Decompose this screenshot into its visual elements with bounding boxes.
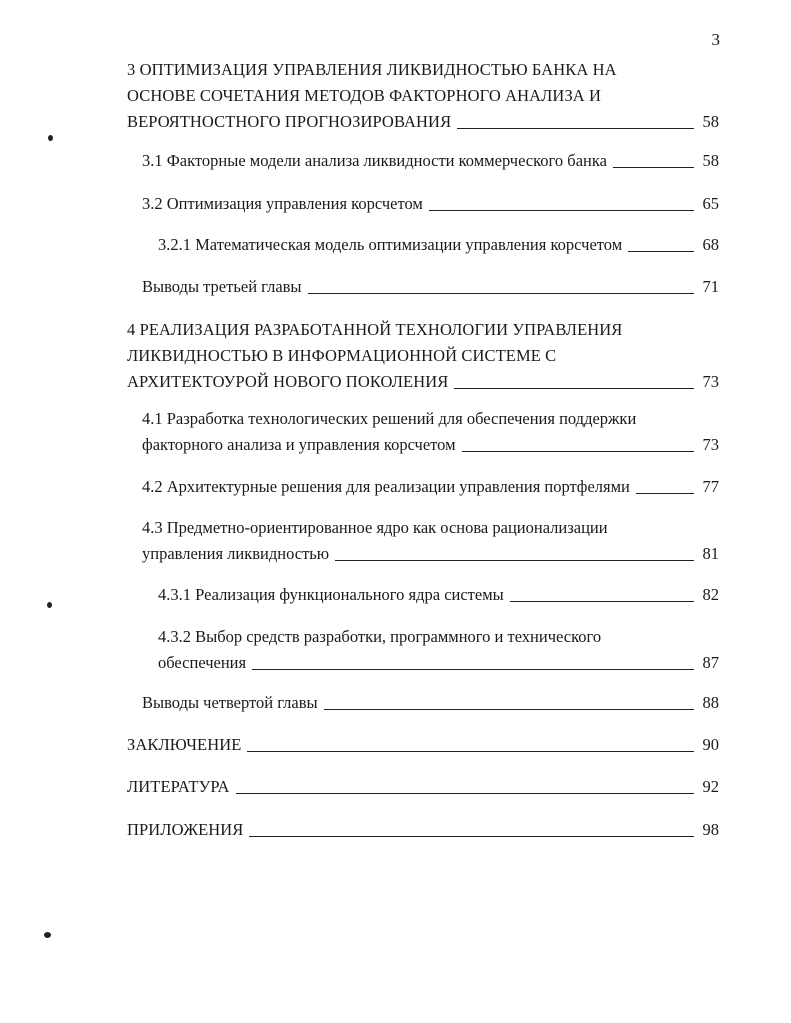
toc-entry-text: 4.3 Предметно-ориентированное ядро как основа рационализации — [142, 518, 608, 537]
toc-entry-text: АРХИТЕКТОУРОЙ НОВОГО ПОКОЛЕНИЯ — [127, 372, 449, 391]
leader-line — [247, 751, 694, 752]
toc-entry-chapter-4-conclusions — [142, 690, 719, 716]
leader-line — [613, 167, 694, 168]
toc-entry-chapter-3-conclusions — [142, 274, 719, 300]
leader-line — [462, 451, 694, 452]
leader-line — [457, 128, 694, 129]
toc-entry-text: 3.1 Факторные модели анализа ликвидности коммерческого банка — [142, 151, 607, 170]
toc-page-number: 71 — [702, 277, 719, 296]
toc-page-number: 81 — [702, 544, 719, 563]
leader-line — [335, 560, 694, 561]
toc-entry-text: управления ликвидностью — [142, 544, 330, 563]
toc-entry-section-3-2-1 — [158, 232, 719, 258]
toc-entry-section-4-3-1 — [158, 582, 719, 608]
toc-entry-text: 4.1 Разработка технологических решений для обеспечения поддержки — [142, 409, 637, 428]
scan-speck — [44, 932, 51, 938]
toc-page-number: 98 — [702, 820, 719, 839]
toc-entry-section-4-3-2 — [158, 624, 719, 676]
toc-page-number: 77 — [702, 477, 719, 496]
toc-entry-section-4-1 — [142, 406, 719, 458]
scan-speck — [47, 602, 52, 608]
page-number: 3 — [711, 30, 720, 49]
toc-entry-section-3-1 — [142, 148, 719, 174]
toc-entry-appendices — [127, 817, 719, 843]
toc-page-number: 68 — [702, 235, 719, 254]
toc-entry-section-3-2 — [142, 191, 719, 217]
toc-entry-text: ВЕРОЯТНОСТНОГО ПРОГНОЗИРОВАНИЯ — [127, 112, 452, 131]
leader-line — [249, 836, 694, 837]
toc-entry-section-4-3 — [142, 515, 719, 567]
toc-entry-text: 3.2.1 Математическая модель оптимизации управления корсчетом — [158, 235, 623, 254]
toc-entry-text: 3.2 Оптимизация управления корсчетом — [142, 194, 423, 213]
leader-line — [252, 669, 694, 670]
toc-entry-text: обеспечения — [158, 653, 247, 672]
toc-entry-text: ЛИКВИДНОСТЬЮ В ИНФОРМАЦИОННОЙ СИСТЕМЕ С — [127, 346, 557, 365]
toc-entry-text: ЛИТЕРАТУРА — [127, 777, 230, 796]
leader-line — [236, 793, 694, 794]
leader-line — [510, 601, 694, 602]
leader-line — [454, 388, 694, 389]
toc-entry-text: 3 ОПТИМИЗАЦИЯ УПРАВЛЕНИЯ ЛИКВИДНОСТЬЮ БАНКА НА — [127, 60, 617, 79]
toc-page-number: 90 — [702, 735, 719, 754]
leader-line — [636, 493, 694, 494]
toc-entry-conclusion — [127, 732, 719, 758]
toc-entry-text: 4.3.2 Выбор средств разработки, программного и технического — [158, 627, 602, 646]
toc-page-number: 73 — [702, 372, 719, 391]
toc-entry-text: 4.2 Архитектурные решения для реализации управления портфелями — [142, 477, 630, 496]
toc-page-number: 87 — [702, 653, 719, 672]
leader-line — [324, 709, 694, 710]
toc-page-number: 92 — [702, 777, 719, 796]
leader-line — [429, 210, 694, 211]
toc-page-number: 58 — [702, 112, 719, 131]
toc-entry-text: 4.3.1 Реализация функционального ядра системы — [158, 585, 504, 604]
toc-page-number: 73 — [702, 435, 719, 454]
toc-entry-text: факторного анализа и управления корсчетом — [142, 435, 456, 454]
toc-entry-text: Выводы четвертой главы — [142, 693, 318, 712]
toc-entry-text: ЗАКЛЮЧЕНИЕ — [127, 735, 242, 754]
toc-entry-literature — [127, 774, 719, 800]
toc-entry-text: Выводы третьей главы — [142, 277, 302, 296]
toc-entry-section-4-2 — [142, 474, 719, 500]
toc-entry-chapter-3 — [127, 57, 719, 135]
toc-entry-text: ПРИЛОЖЕНИЯ — [127, 820, 244, 839]
toc-entry-chapter-4 — [127, 317, 719, 395]
toc-entry-text: 4 РЕАЛИЗАЦИЯ РАЗРАБОТАННОЙ ТЕХНОЛОГИИ УПРАВЛЕНИЯ — [127, 320, 623, 339]
toc-page-number: 88 — [702, 693, 719, 712]
toc-entry-text: ОСНОВЕ СОЧЕТАНИЯ МЕТОДОВ ФАКТОРНОГО АНАЛИЗА И — [127, 86, 602, 105]
leader-line — [628, 251, 694, 252]
scan-speck — [48, 135, 53, 141]
leader-line — [308, 293, 694, 294]
toc-page-number: 65 — [702, 194, 719, 213]
toc-page-number: 58 — [702, 151, 719, 170]
toc-page-number: 82 — [702, 585, 719, 604]
